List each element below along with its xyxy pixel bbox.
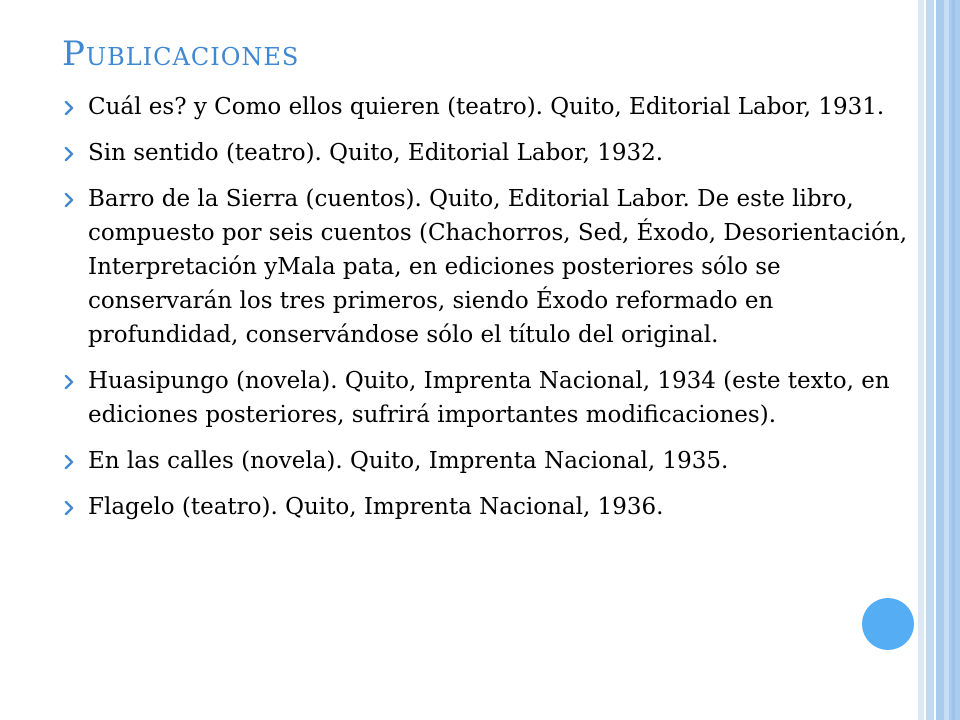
right-edge-stripe [926,0,934,720]
bullet-arrow-icon [62,501,76,515]
bullet-arrow-icon [62,375,76,389]
bullet-arrow-icon [62,193,76,207]
bullet-item [62,90,912,124]
bullet-item [62,490,912,524]
right-edge-stripe [918,0,924,720]
floating-circle-button[interactable] [862,598,914,650]
bullet-arrow-icon [62,455,76,469]
bullet-text: Flagelo (teatro). Quito, Imprenta Nacional, 1936. [88,494,664,520]
bullet-item [62,364,912,432]
bullet-text: En las calles (novela). Quito, Imprenta Nacional, 1935. [88,448,729,474]
right-edge-stripe [944,0,949,720]
bullet-text: Barro de la Sierra (cuentos). Quito, Editorial Labor. De este libro, compuesto por seis cuentos (Chachorros, Sed, Éxodo, Desorientación, Interpretación yMala pata, en ediciones posteriores sólo se conservarán los tres primeros, siendo Éxodo reformado en profundidad, conservándose sólo el título del original. [88,186,908,348]
bullet-item [62,182,912,352]
right-edge-stripe [952,0,955,720]
bullet-text: Sin sentido (teatro). Quito, Editorial Labor, 1932. [88,140,664,166]
bullet-arrow-icon [62,101,76,115]
bullet-item [62,136,912,170]
bullet-arrow-icon [62,147,76,161]
slide-title: Publicaciones [62,34,300,74]
bullet-text: Cuál es? y Como ellos quieren (teatro). Quito, Editorial Labor, 1931. [88,94,885,120]
bullet-list [62,90,912,536]
bullet-item [62,444,912,478]
bullet-text: Huasipungo (novela). Quito, Imprenta Nacional, 1934 (este texto, en ediciones posteriores, sufrirá importantes modificaciones). [88,368,890,428]
